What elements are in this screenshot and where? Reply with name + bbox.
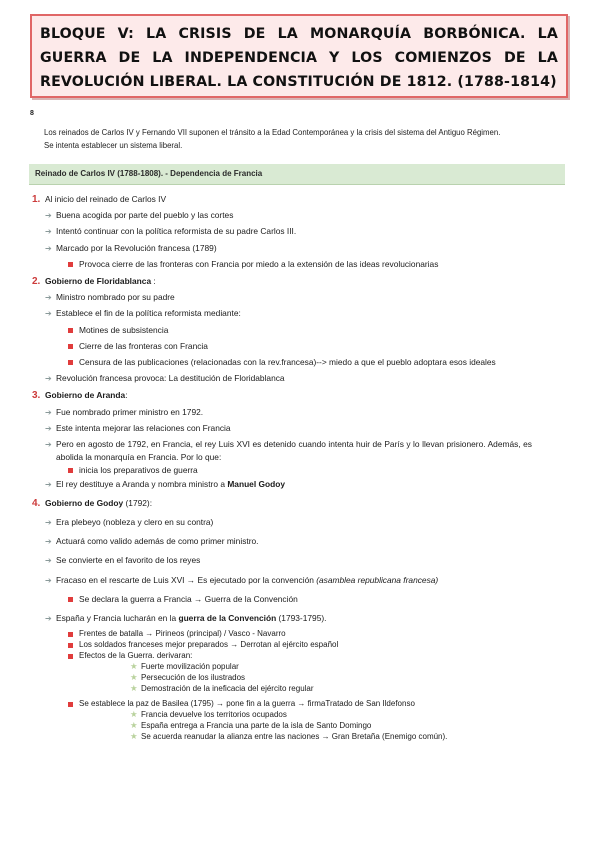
title-box xyxy=(30,14,568,98)
bullet-text: Fue nombrado primer ministro en 1792. xyxy=(56,406,204,417)
bullet-text: Pero en agosto de 1792, en Francia, el rey Luis XVI es detenido cuando intenta huir de París y lo llevan prisionero. Además, es abolida la monarquía en Francia. Por lo que: xyxy=(56,439,532,463)
list-item xyxy=(68,464,532,477)
star-bullet-icon: ★ xyxy=(130,683,138,694)
list-item xyxy=(68,324,532,337)
section-heading-main: Reinado de Carlos IV (1788-1808). xyxy=(35,169,164,178)
bullet-text: Los soldados franceses mejor preparados → Derrotan al ejército español xyxy=(79,640,339,650)
page-title: BLOQUE V: LA CRISIS DE LA MONARQUÍA BORBÓNICA. LA GUERRA DE LA INDEPENDENCIA Y LOS COMIENZOS DE LA REVOLUCIÓN LIBERAL. LA CONSTITUCIÓN DE 1812. (1788-1814) xyxy=(40,26,558,90)
square-bullet-icon xyxy=(68,702,73,707)
bullet-text-end: (1793-1795). xyxy=(276,613,327,624)
list-item xyxy=(68,356,532,369)
item-title: Gobierno de Godoy xyxy=(45,497,124,508)
list-item xyxy=(68,593,532,606)
list-item xyxy=(68,258,532,271)
star-bullet-icon: ★ xyxy=(130,720,138,731)
list-item xyxy=(32,193,532,206)
arrow-bullet-icon: ➔ xyxy=(45,407,52,417)
list-item xyxy=(68,650,532,661)
star-bullet-icon: ★ xyxy=(130,672,138,683)
bullet-text: Buena acogida por parte del pueblo y las cortes xyxy=(56,210,234,221)
bullet-text: Se acuerda reanudar la alianza entre las naciones → Gran Bretaña (Enemigo común). xyxy=(141,732,448,742)
list-item xyxy=(45,612,532,625)
list-item xyxy=(45,478,532,491)
arrow-bullet-icon: ➔ xyxy=(45,440,52,450)
page-number: 8 xyxy=(30,110,34,117)
bullet-text: Persecución de los ilustrados xyxy=(141,673,246,683)
bullet-text: Provoca cierre de las fronteras con Francia por miedo a la extensión de las ideas revolucionarias xyxy=(79,258,439,269)
star-bullet-icon: ★ xyxy=(130,709,138,720)
bullet-text: Censura de las publicaciones (relacionadas con la rev.francesa)--> miedo a que el pueblo adoptara esos ideales xyxy=(79,357,496,368)
item-title: Gobierno de Aranda xyxy=(45,390,126,401)
convention-war-name: guerra de la Convención xyxy=(178,613,277,624)
bullet-text: Intentó continuar con la política reformista de su padre Carlos III. xyxy=(56,226,297,237)
square-bullet-icon xyxy=(68,632,73,637)
arrow-bullet-icon: ➔ xyxy=(45,518,52,528)
item-title-suffix: : xyxy=(125,390,128,401)
arrow-bullet-icon: ➔ xyxy=(45,309,52,319)
arrow-bullet-icon: ➔ xyxy=(45,374,52,384)
bullet-text: Se establece la paz de Basilea (1795) → pone fin a la guerra → firmaTratado de San Ildefonso xyxy=(79,699,415,709)
intro-paragraph: Los reinados de Carlos IV y Fernando VII suponen el tránsito a la Edad Contemporánea y la crisis del sistema del Antiguo Régimen. Se intenta establecer un sistema liberal. xyxy=(44,128,501,150)
list-item xyxy=(45,372,532,385)
bullet-text: inicia los preparativos de guerra xyxy=(79,465,198,476)
bullet-text: Se declara la guerra a Francia → Guerra de la Convención xyxy=(79,593,298,604)
list-item xyxy=(45,209,532,222)
square-bullet-icon xyxy=(68,328,73,333)
list-item xyxy=(45,242,532,255)
document-body xyxy=(32,193,532,742)
arrow-bullet-icon: ➔ xyxy=(45,227,52,237)
square-bullet-icon xyxy=(68,262,73,267)
list-item xyxy=(68,639,532,650)
star-bullet-icon: ★ xyxy=(130,661,138,672)
arrow-bullet-icon: ➔ xyxy=(45,423,52,433)
item-title-suffix: (1792): xyxy=(123,497,153,508)
section-heading xyxy=(29,164,565,185)
list-item xyxy=(45,291,532,304)
list-item xyxy=(45,516,532,529)
bullet-text: Ministro nombrado por su padre xyxy=(56,292,175,303)
bullet-text: Fracaso en el rescarte de Luis XVI → Es ejecutado por la convención xyxy=(56,574,317,585)
list-item xyxy=(32,389,532,402)
convention-note: (asamblea republicana francesa) xyxy=(316,574,439,585)
bullet-text: Era plebeyo (nobleza y clero en su contra) xyxy=(56,517,214,528)
arrow-bullet-icon: ➔ xyxy=(45,556,52,566)
bullet-text: Cierre de las fronteras con Francia xyxy=(79,340,208,351)
bullet-text: Demostración de la ineficacia del ejército regular xyxy=(141,684,314,694)
section-heading-sub: - Dependencia de Francia xyxy=(163,169,263,178)
bullet-text: Marcado por la Revolución francesa (1789) xyxy=(56,242,217,253)
arrow-bullet-icon: ➔ xyxy=(45,479,52,489)
bullet-text: Establece el fin de la política reformista mediante: xyxy=(56,308,241,319)
bullet-text: Francia devuelve los territorios ocupados xyxy=(141,710,287,720)
list-item xyxy=(45,307,532,320)
list-item xyxy=(68,698,532,709)
list-item xyxy=(68,340,532,353)
bullet-text: Este intenta mejorar las relaciones con Francia xyxy=(56,422,231,433)
bullet-text: Frentes de batalla → Pirineos (principal) / Vasco - Navarro xyxy=(79,629,286,639)
list-item xyxy=(45,422,532,435)
list-item xyxy=(130,672,532,683)
item-title-suffix: : xyxy=(151,276,156,287)
item-title: Al inicio del reinado de Carlos IV xyxy=(45,194,167,204)
square-bullet-icon xyxy=(68,360,73,365)
list-item xyxy=(45,535,532,548)
list-item xyxy=(45,438,532,464)
square-bullet-icon xyxy=(68,643,73,648)
bullet-text: España y Francia lucharán en la xyxy=(56,613,179,624)
item-number: 2. xyxy=(32,276,41,288)
list-item xyxy=(130,720,532,731)
arrow-bullet-icon: ➔ xyxy=(45,537,52,547)
item-number: 3. xyxy=(32,390,41,402)
item-number: 1. xyxy=(32,194,41,205)
list-item xyxy=(130,731,532,742)
bullet-text: España entrega a Francia una parte de la isla de Santo Domingo xyxy=(141,721,372,731)
bullet-text: Se convierte en el favorito de los reyes xyxy=(56,555,201,566)
square-bullet-icon xyxy=(68,344,73,349)
bullet-text: Revolución francesa provoca: La destitución de Floridablanca xyxy=(56,373,285,384)
star-bullet-icon: ★ xyxy=(130,731,138,742)
list-item xyxy=(68,628,532,639)
list-item xyxy=(45,225,532,238)
list-item xyxy=(130,709,532,720)
arrow-bullet-icon: ➔ xyxy=(45,243,52,253)
list-item xyxy=(32,497,532,510)
arrow-bullet-icon: ➔ xyxy=(45,211,52,221)
bullet-text: Efectos de la Guerra. derivaran: xyxy=(79,651,193,661)
square-bullet-icon xyxy=(68,654,73,659)
item-number: 4. xyxy=(32,497,41,509)
list-item xyxy=(32,275,532,288)
list-item xyxy=(45,574,532,587)
square-bullet-icon xyxy=(68,597,73,602)
arrow-bullet-icon: ➔ xyxy=(45,575,52,585)
list-item xyxy=(130,683,532,694)
item-title: Gobierno de Floridablanca xyxy=(45,276,152,287)
bullet-text: Actuará como valido además de como primer ministro. xyxy=(56,536,259,547)
list-item xyxy=(130,661,532,672)
bullet-text: Fuerte movilización popular xyxy=(141,662,239,672)
list-item xyxy=(45,406,532,419)
arrow-bullet-icon: ➔ xyxy=(45,614,52,624)
section-heading-text xyxy=(35,169,262,178)
arrow-bullet-icon: ➔ xyxy=(45,293,52,303)
list-item xyxy=(45,554,532,567)
bullet-text: El rey destituye a Aranda y nombra ministro a xyxy=(56,478,228,489)
bullet-text: Motines de subsistencia xyxy=(79,324,169,335)
godoy-name: Manuel Godoy xyxy=(227,478,286,489)
square-bullet-icon xyxy=(68,468,73,473)
